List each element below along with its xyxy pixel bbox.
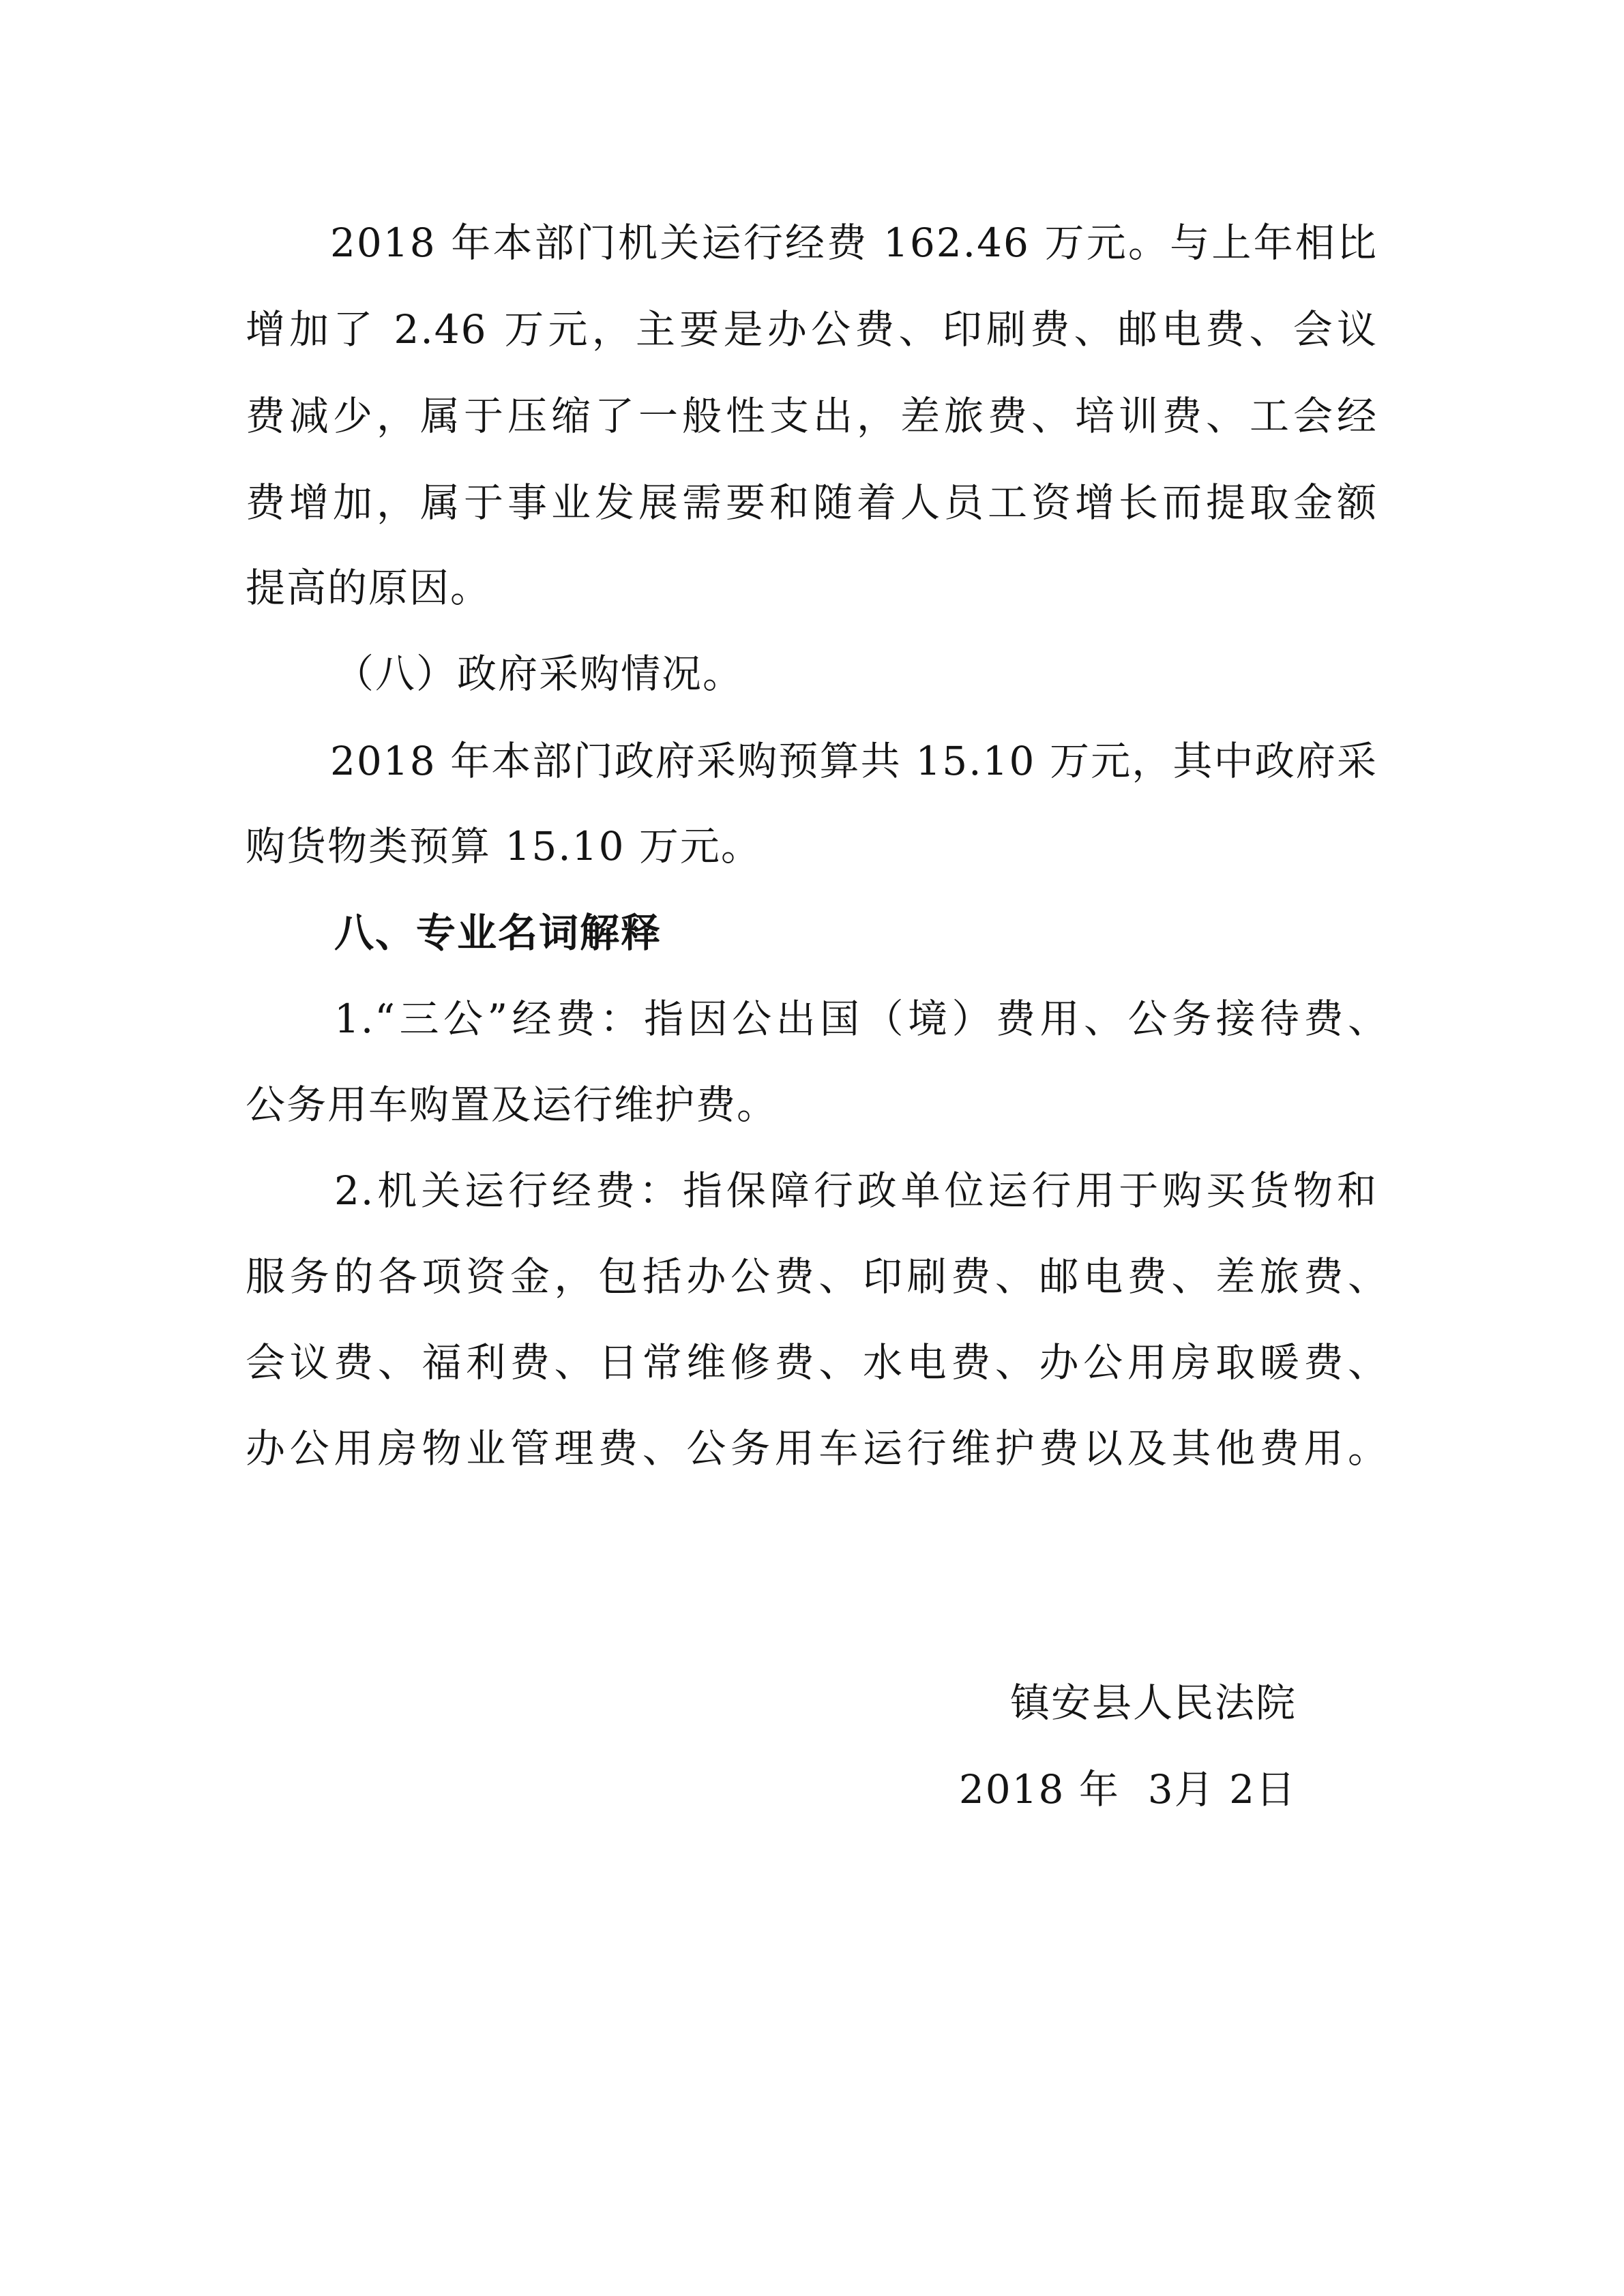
signature-date: 2018 年 3月 2日 (958, 1766, 1297, 1813)
definition-line: 服务的各项资金，包括办公费、印刷费、邮电费、差旅费、 (246, 1253, 1389, 1300)
definition-line: 公务用车购置及运行维护费。 (246, 1082, 778, 1128)
paragraph-line: 提高的原因。 (246, 565, 492, 611)
paragraph-line: 2018 年本部门机关运行经费 162.46 万元。与上年相比 (330, 220, 1378, 266)
paragraph-line: 费增加，属于事业发展需要和随着人员工资增长而提取金额 (246, 479, 1378, 526)
definition-line: 2.机关运行经费：指保障行政单位运行用于购买货物和 (334, 1167, 1378, 1214)
definition-line: 1.“三公”经费：指因公出国（境）费用、公务接待费、 (334, 996, 1389, 1042)
paragraph-line: 费减少，属于压缩了一般性支出，差旅费、培训费、工会经 (246, 393, 1378, 439)
paragraph-line: 2018 年本部门政府采购预算共 15.10 万元，其中政府采 (330, 738, 1378, 784)
definition-line: 办公用房物业管理费、公务用车运行维护费以及其他费用。 (246, 1425, 1389, 1472)
section-heading: 八、专业名词解释 (334, 910, 662, 956)
paragraph-line: 购货物类预算 15.10 万元。 (246, 823, 762, 869)
signature-organization: 镇安县人民法院 (1009, 1680, 1297, 1726)
definition-line: 会议费、福利费、日常维修费、水电费、办公用房取暖费、 (246, 1339, 1389, 1386)
sub-heading: （八）政府采购情况。 (334, 651, 744, 697)
paragraph-line: 增加了 2.46 万元，主要是办公费、印刷费、邮电费、会议 (246, 306, 1378, 353)
